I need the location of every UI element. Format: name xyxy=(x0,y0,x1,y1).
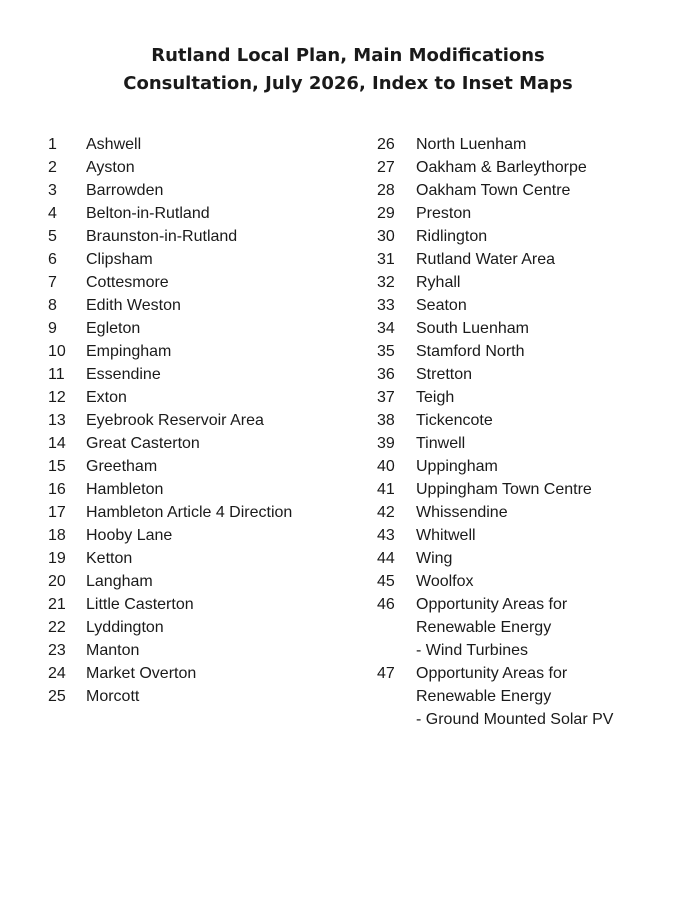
entry-name-line: Egleton xyxy=(86,320,141,337)
entry-number: 36 xyxy=(377,366,395,383)
entry-name-line: Wing xyxy=(416,550,453,567)
entry-name-line: Exton xyxy=(86,389,127,406)
entry-number: 37 xyxy=(377,389,395,406)
entry-name-line: Market Overton xyxy=(86,665,197,682)
entry-name xyxy=(416,455,498,478)
index-entry xyxy=(48,455,368,478)
entry-number: 7 xyxy=(48,274,57,291)
entry-number: 25 xyxy=(48,688,66,705)
entry-number: 5 xyxy=(48,228,57,245)
entry-number: 12 xyxy=(48,389,66,406)
index-entry xyxy=(48,432,368,455)
entry-name-line: Hooby Lane xyxy=(86,527,173,544)
entry-name xyxy=(86,662,196,685)
title-line-2: Consultation, July 2026, Index to Inset Maps xyxy=(123,73,573,94)
index-entry xyxy=(377,570,687,593)
index-right-column xyxy=(377,133,687,731)
index-entry xyxy=(48,202,368,225)
index-entry xyxy=(48,639,368,662)
index-entry xyxy=(377,202,687,225)
entry-name-line: Tinwell xyxy=(416,435,466,452)
entry-name-line: Cottesmore xyxy=(86,274,169,291)
entry-number: 20 xyxy=(48,573,66,590)
entry-name xyxy=(86,317,140,340)
entry-name-line: Little Casterton xyxy=(86,596,194,613)
entry-name xyxy=(416,570,474,593)
index-entry xyxy=(377,156,687,179)
entry-number: 16 xyxy=(48,481,66,498)
entry-number: 33 xyxy=(377,297,395,314)
entry-name xyxy=(416,202,471,225)
entry-number: 15 xyxy=(48,458,66,475)
index-entry xyxy=(48,340,368,363)
entry-name xyxy=(86,409,264,432)
index-entry xyxy=(48,363,368,386)
index-entry xyxy=(48,248,368,271)
entry-name xyxy=(86,248,153,271)
entry-name-line: Teigh xyxy=(416,389,455,406)
entry-name-line: North Luenham xyxy=(416,136,527,153)
entry-name xyxy=(416,501,508,524)
entry-number: 28 xyxy=(377,182,395,199)
index-entry xyxy=(48,156,368,179)
index-entry xyxy=(48,386,368,409)
entry-name xyxy=(86,363,161,386)
entry-name-continuation: - Wind Turbines xyxy=(416,642,529,659)
index-entry xyxy=(48,662,368,685)
entry-name-line: Whissendine xyxy=(416,504,508,521)
entry-name xyxy=(86,225,237,248)
index-entry xyxy=(377,386,687,409)
entry-name xyxy=(416,386,454,409)
index-entry xyxy=(48,685,368,708)
entry-number: 6 xyxy=(48,251,57,268)
index-entry xyxy=(377,432,687,455)
entry-name xyxy=(416,547,452,570)
entry-number: 39 xyxy=(377,435,395,452)
entry-name xyxy=(86,455,157,478)
index-entry xyxy=(48,593,368,616)
entry-number: 45 xyxy=(377,573,395,590)
entry-name xyxy=(86,501,292,524)
entry-name xyxy=(416,317,529,340)
entry-name-continuation: - Ground Mounted Solar PV xyxy=(416,711,614,728)
entry-name xyxy=(86,616,164,639)
entry-name-line: Whitwell xyxy=(416,527,476,544)
entry-name xyxy=(86,294,181,317)
entry-name-line: Tickencote xyxy=(416,412,493,429)
entry-name xyxy=(86,432,200,455)
entry-number: 23 xyxy=(48,642,66,659)
entry-name-line: Uppingham Town Centre xyxy=(416,481,592,498)
entry-number: 47 xyxy=(377,665,395,682)
entry-name xyxy=(416,478,592,501)
index-entry xyxy=(377,225,687,248)
entry-name xyxy=(86,478,163,501)
entry-name-line: Eyebrook Reservoir Area xyxy=(86,412,264,429)
entry-name-line: Stretton xyxy=(416,366,473,383)
entry-name xyxy=(86,202,210,225)
entry-number: 46 xyxy=(377,596,395,613)
entry-name xyxy=(416,179,570,202)
entry-number: 13 xyxy=(48,412,66,429)
index-entry xyxy=(377,593,687,662)
index-entry xyxy=(377,294,687,317)
index-entry xyxy=(377,248,687,271)
entry-number: 22 xyxy=(48,619,66,636)
entry-number: 26 xyxy=(377,136,395,153)
entry-name-continuation: Renewable Energy xyxy=(416,619,552,636)
entry-name-continuation: Renewable Energy xyxy=(416,688,552,705)
index-entry xyxy=(377,271,687,294)
entry-number: 4 xyxy=(48,205,57,222)
entry-number: 14 xyxy=(48,435,66,452)
entry-name-line: Morcott xyxy=(86,688,140,705)
entry-name xyxy=(416,524,476,547)
entry-name xyxy=(86,685,139,708)
index-entry xyxy=(48,616,368,639)
entry-number: 29 xyxy=(377,205,395,222)
entry-name xyxy=(416,225,487,248)
entry-number: 2 xyxy=(48,159,57,176)
index-entry xyxy=(377,455,687,478)
entry-number: 1 xyxy=(48,136,57,153)
entry-name-line: Hambleton xyxy=(86,481,164,498)
index-entry xyxy=(48,179,368,202)
entry-name-line: Manton xyxy=(86,642,140,659)
index-entry xyxy=(48,478,368,501)
entry-name-line: Essendine xyxy=(86,366,161,383)
entry-name xyxy=(416,409,493,432)
index-entry xyxy=(48,271,368,294)
entry-name xyxy=(86,593,194,616)
index-left-column xyxy=(48,133,368,708)
index-entry xyxy=(377,340,687,363)
entry-name-line: Ashwell xyxy=(86,136,142,153)
entry-name-line: Ryhall xyxy=(416,274,461,291)
entry-number: 19 xyxy=(48,550,66,567)
entry-name xyxy=(416,432,465,455)
page-title xyxy=(0,42,696,98)
entry-number: 17 xyxy=(48,504,66,521)
entry-name-line: Preston xyxy=(416,205,472,222)
entry-name-line: Great Casterton xyxy=(86,435,200,452)
entry-number: 24 xyxy=(48,665,66,682)
entry-name xyxy=(86,547,132,570)
entry-name xyxy=(416,662,613,731)
entry-name xyxy=(416,248,555,271)
entry-name-line: Barrowden xyxy=(86,182,164,199)
entry-name-line: Oakham & Barleythorpe xyxy=(416,159,587,176)
entry-name xyxy=(86,156,135,179)
index-entry xyxy=(48,501,368,524)
entry-name-line: Edith Weston xyxy=(86,297,181,314)
entry-number: 43 xyxy=(377,527,395,544)
index-entry xyxy=(377,179,687,202)
entry-name-line: Empingham xyxy=(86,343,172,360)
entry-number: 44 xyxy=(377,550,395,567)
entry-name-line: Belton-in-Rutland xyxy=(86,205,210,222)
entry-name xyxy=(416,271,460,294)
entry-number: 18 xyxy=(48,527,66,544)
index-entry xyxy=(48,317,368,340)
entry-name xyxy=(86,524,172,547)
entry-number: 35 xyxy=(377,343,395,360)
entry-name xyxy=(416,593,567,662)
entry-name-line: Hambleton Article 4 Direction xyxy=(86,504,293,521)
entry-number: 30 xyxy=(377,228,395,245)
index-entry xyxy=(377,363,687,386)
entry-name-line: Woolfox xyxy=(416,573,474,590)
entry-name-line: Clipsham xyxy=(86,251,153,268)
entry-number: 42 xyxy=(377,504,395,521)
entry-number: 8 xyxy=(48,297,57,314)
entry-name xyxy=(416,363,472,386)
entry-name-line: Braunston-in-Rutland xyxy=(86,228,238,245)
entry-name xyxy=(86,179,163,202)
entry-name-line: Oakham Town Centre xyxy=(416,182,571,199)
entry-number: 10 xyxy=(48,343,66,360)
entry-name-line: Opportunity Areas for xyxy=(416,596,568,613)
entry-name-line: Uppingham xyxy=(416,458,498,475)
index-entry xyxy=(48,225,368,248)
title-line-1: Rutland Local Plan, Main Modifications xyxy=(151,45,545,66)
entry-name xyxy=(86,639,139,662)
index-entry xyxy=(48,570,368,593)
entry-name-line: Greetham xyxy=(86,458,158,475)
entry-name xyxy=(416,156,587,179)
index-entry xyxy=(377,317,687,340)
entry-number: 38 xyxy=(377,412,395,429)
entry-name xyxy=(416,294,467,317)
entry-name xyxy=(86,386,127,409)
index-entry xyxy=(377,409,687,432)
entry-name xyxy=(86,271,169,294)
index-entry xyxy=(377,662,687,731)
entry-name-line: Ayston xyxy=(86,159,135,176)
entry-name xyxy=(416,340,524,363)
entry-name-line: Seaton xyxy=(416,297,467,314)
entry-name xyxy=(86,340,171,363)
entry-number: 11 xyxy=(48,366,65,383)
entry-name xyxy=(86,133,141,156)
index-entry xyxy=(377,478,687,501)
index-entry xyxy=(48,294,368,317)
index-entry xyxy=(48,524,368,547)
entry-number: 9 xyxy=(48,320,57,337)
entry-name-line: Ridlington xyxy=(416,228,488,245)
entry-name-line: Rutland Water Area xyxy=(416,251,556,268)
index-entry xyxy=(377,133,687,156)
index-entry xyxy=(48,133,368,156)
entry-number: 32 xyxy=(377,274,395,291)
entry-number: 41 xyxy=(377,481,395,498)
index-entry xyxy=(377,524,687,547)
entry-name-line: South Luenham xyxy=(416,320,529,337)
entry-number: 34 xyxy=(377,320,395,337)
entry-number: 3 xyxy=(48,182,57,199)
entry-name-line: Ketton xyxy=(86,550,133,567)
entry-name-line: Stamford North xyxy=(416,343,525,360)
index-entry xyxy=(48,547,368,570)
entry-name xyxy=(86,570,153,593)
entry-name-line: Opportunity Areas for xyxy=(416,665,568,682)
index-entry xyxy=(48,409,368,432)
entry-name xyxy=(416,133,526,156)
index-entry xyxy=(377,547,687,570)
entry-number: 27 xyxy=(377,159,395,176)
index-entry xyxy=(377,501,687,524)
entry-number: 31 xyxy=(377,251,395,268)
entry-name-line: Langham xyxy=(86,573,153,590)
entry-number: 21 xyxy=(48,596,66,613)
entry-name-line: Lyddington xyxy=(86,619,164,636)
entry-number: 40 xyxy=(377,458,395,475)
